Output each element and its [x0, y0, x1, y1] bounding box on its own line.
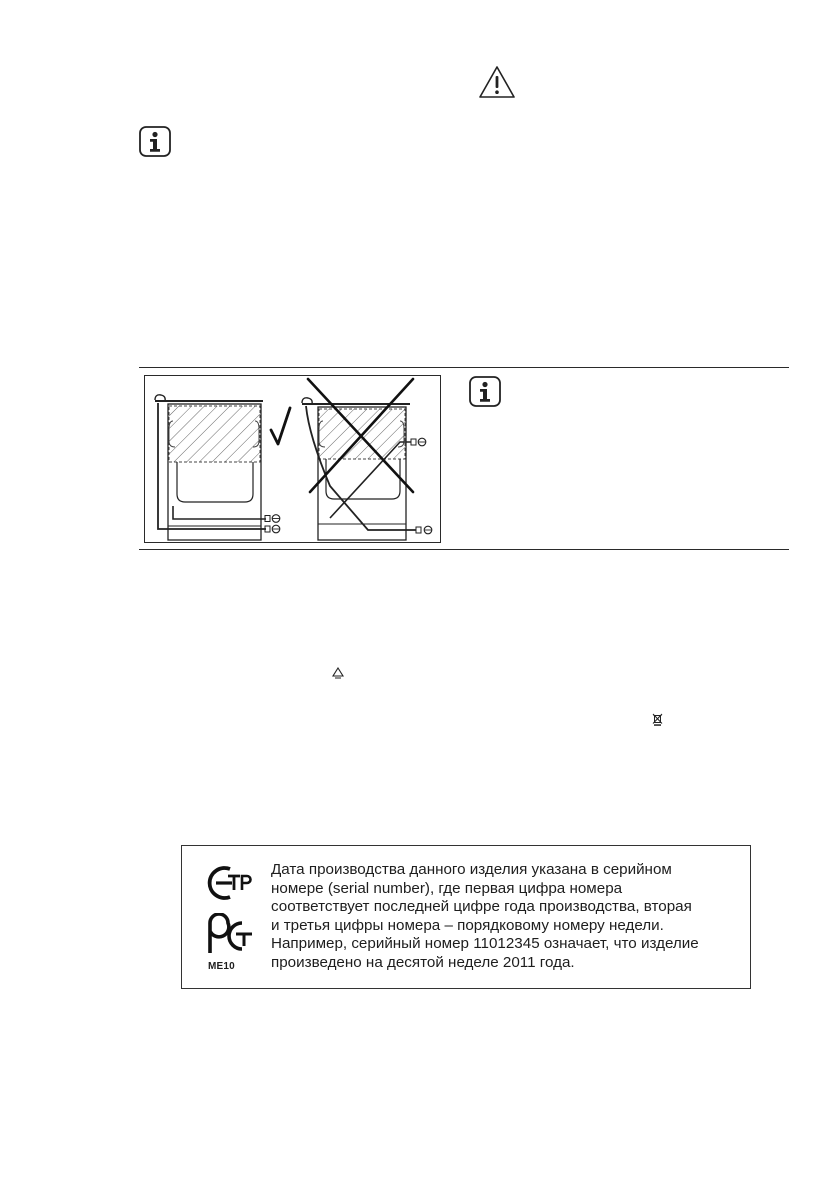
check-mark-icon — [271, 408, 290, 444]
section-divider-top — [139, 367, 789, 368]
crossed-bin-icon — [652, 713, 663, 726]
mark-code: ME10 — [208, 961, 235, 972]
info-icon — [139, 126, 171, 157]
info-icon — [469, 376, 501, 407]
recycle-icon — [331, 667, 345, 680]
warning-triangle-icon — [478, 65, 516, 99]
pct-mark-icon — [202, 913, 258, 959]
installation-figure — [144, 375, 441, 543]
eac-mark-icon — [202, 863, 258, 903]
section-divider-bottom — [139, 549, 789, 550]
certification-text: Дата производства данного изделия указана в серийном номере (serial number), где первая цифра номера соответствует последней цифре года производства, вторая и третья цифры номера – порядковому номеру недели. Например, серийный номер 11012345 означает, что изделие произведено на десятой неделе 2011 года. — [271, 861, 699, 971]
correct-installation-diagram — [155, 395, 280, 540]
incorrect-installation-diagram — [302, 398, 432, 540]
